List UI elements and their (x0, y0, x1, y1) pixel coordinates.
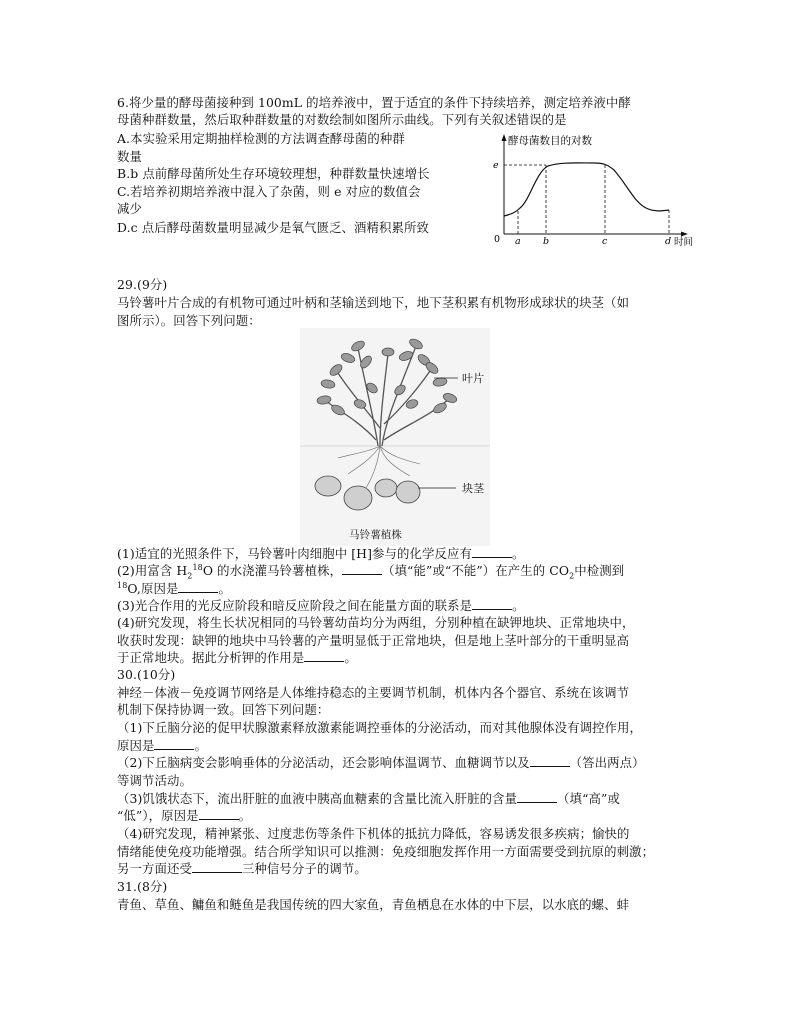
figure-label-tuber: 块茎 (462, 482, 485, 495)
q29-part2-line2-sup: 18 (117, 580, 128, 590)
chart-title: 酵母菌数目的对数 (508, 135, 592, 147)
q30-part3-line1-hint: （填“高”或 (557, 791, 620, 806)
answer-blank[interactable] (199, 807, 239, 820)
q30-header: 30.(10分) (117, 667, 176, 682)
q30-part3-line1 (117, 790, 620, 807)
q29-part3 (117, 597, 525, 614)
x-axis-label: 时间 (674, 237, 694, 248)
q29-intro-line1: 马铃薯叶片合成的有机物可通过叶柄和茎输送到地下，地下茎积累有机物形成球状的块茎（如 (117, 295, 630, 310)
answer-blank[interactable] (530, 754, 570, 767)
q30-intro-line2: 机制下保持协调一致。回答下列问题： (117, 702, 330, 717)
q29-intro-line2: 图所示）。回答下列问题： (117, 313, 261, 328)
q6-stem-line1: 6.将少量的酵母菌接种到 100mL 的培养液中，置于适宜的条件下持续培养，测定培养液中酵 (117, 95, 631, 110)
answer-blank[interactable] (304, 649, 344, 662)
q29-part1-text: (1)适宜的光照条件下，马铃薯叶肉细胞中 [H]参与的化学反应有 (117, 546, 472, 561)
q6-stem-line2: 母菌种群数量，然后取种群数量的对数绘制如图所示曲线。下列有关叙述错误的是 (117, 112, 567, 127)
x-tick-d: d (665, 236, 672, 247)
q29-part2-sup: 18 (192, 562, 203, 572)
y-axis-arrow (502, 134, 507, 141)
origin-label: 0 (494, 234, 501, 245)
q29-part2-line2-text: O,原因是 (127, 581, 179, 596)
y-tick-e: e (493, 160, 499, 171)
q6-option-a: A.本实验采用定期抽样检测的方法调查酵母菌的种群 (117, 131, 405, 146)
q29-part4-period: 。 (344, 650, 357, 665)
q30-part1-line2 (117, 737, 207, 754)
q30-part3-line2-text: “低”），原因是 (117, 808, 199, 823)
q29-part2-b: O 的水浇灌马铃薯植株， (202, 563, 343, 578)
figure-background (300, 328, 490, 546)
answer-blank[interactable] (517, 790, 557, 803)
growth-curve (504, 163, 669, 216)
q29-part4-line1: (4)研究发现，将生长状况相同的马铃薯幼苗均分为两组，分别种植在缺钾地块、正常地块中， (117, 615, 635, 630)
answer-blank[interactable] (192, 860, 242, 873)
q30-part4-line3-b: 三种信号分子的调节。 (241, 861, 367, 876)
q29-part2-sub: 2 (187, 571, 193, 581)
answer-blank[interactable] (472, 597, 512, 610)
q30-part2-line1-text: （2)下丘脑病变会影响垂体的分泌活动，还会影响体温调节、血糖调节以及 (117, 755, 530, 770)
q31-header: 31.(8分) (117, 879, 168, 894)
q6-option-c: C.若培养初期培养液中混入了杂菌，则 e 对应的数值会 (117, 184, 421, 199)
q29-part4-line3-text: 于正常地块。据此分析钾的作用是 (117, 650, 305, 665)
q30-part4-line1: （4)研究发现，精神紧张、过度悲伤等条件下机体的抵抗力降低，容易诱发很多疾病；愉快的 (117, 826, 630, 841)
q30-part4-line3-a: 另一方面还受 (117, 861, 192, 876)
q30-part2-line2: 等调节活动。 (117, 773, 192, 788)
q31-intro-line1: 青鱼、草鱼、鳙鱼和鲢鱼是我国传统的四大家鱼，青鱼栖息在水体的中下层，以水底的螺、蚌 (117, 897, 630, 912)
yeast-growth-chart (484, 128, 704, 250)
q29-part2-d: 中检测到 (574, 563, 625, 578)
q29-part2-c: （填“能”或“不能”）在产生的 CO (382, 563, 570, 578)
q30-part1-line2-text: 原因是 (117, 738, 155, 753)
q30-part4-line2: 情绪能使免疫功能增强。结合所学知识可以推测：免疫细胞发挥作用一方面需要受到抗原的刺激； (117, 844, 655, 859)
x-axis-arrow (681, 232, 688, 237)
q30-part2-line1 (117, 754, 645, 771)
q6-option-a-cont: 数量 (117, 149, 142, 164)
q30-part4-line3 (117, 860, 367, 877)
q29-part1-period: 。 (511, 546, 525, 561)
figure-label-leaf: 叶片 (462, 372, 485, 385)
q29-part4-line2: 收获时发现：缺钾的地块中马铃薯的产量明显低于正常地块，但是地上茎叶部分的干重明显高 (117, 633, 630, 648)
q30-part3-line1-text: （3)饥饿状态下，流出肝脏的血液中胰高血糖素的含量比流入肝脏的含量 (117, 791, 518, 806)
q29-part2-a: (2)用富含 H (117, 563, 188, 578)
q6-option-c-cont: 减少 (117, 201, 142, 216)
q29-part2-sub2: 2 (569, 571, 575, 581)
x-tick-b: b (543, 236, 550, 247)
answer-blank[interactable] (178, 580, 218, 593)
q29-header: 29.(9分) (117, 277, 168, 292)
q29-part3-period: 。 (512, 598, 525, 613)
q29-part2-line2 (117, 580, 231, 597)
q30-part1-period: 。 (194, 738, 207, 753)
q30-intro-line1: 神经－体液－免疫调节网络是人体维持稳态的主要调节机制，机体内各个器官、系统在该调节 (117, 685, 630, 700)
q6-option-b: B.b 点前酵母菌所处生存环境较理想，种群数量快速增长 (117, 166, 430, 181)
potato-plant-figure (300, 328, 490, 546)
q30-part3-line2 (117, 807, 251, 824)
q30-part3-period: 。 (238, 808, 252, 823)
q29-part1 (117, 545, 524, 562)
x-tick-c: c (602, 236, 608, 247)
answer-blank[interactable] (472, 545, 512, 558)
q29-part3-text: (3)光合作用的光反应阶段和暗反应阶段之间在能量方面的联系是 (117, 598, 473, 613)
q30-part1-line1: （1)下丘脑分泌的促甲状腺激素释放激素能调控垂体的分泌活动，而对其他腺体没有调控作用， (117, 720, 643, 735)
q29-part2 (117, 562, 624, 579)
q29-part4-line3 (117, 649, 357, 666)
q29-part2-period: 。 (218, 581, 231, 596)
x-tick-a: a (515, 236, 521, 247)
answer-blank[interactable] (342, 562, 382, 575)
q6-option-d: D.c 点后酵母菌数量明显减少是氧气匮乏、酒精积累所致 (117, 220, 429, 235)
q30-part2-line1-hint: （答出两点） (569, 755, 645, 770)
figure-caption: 马铃薯植株 (349, 529, 402, 541)
answer-blank[interactable] (154, 737, 194, 750)
